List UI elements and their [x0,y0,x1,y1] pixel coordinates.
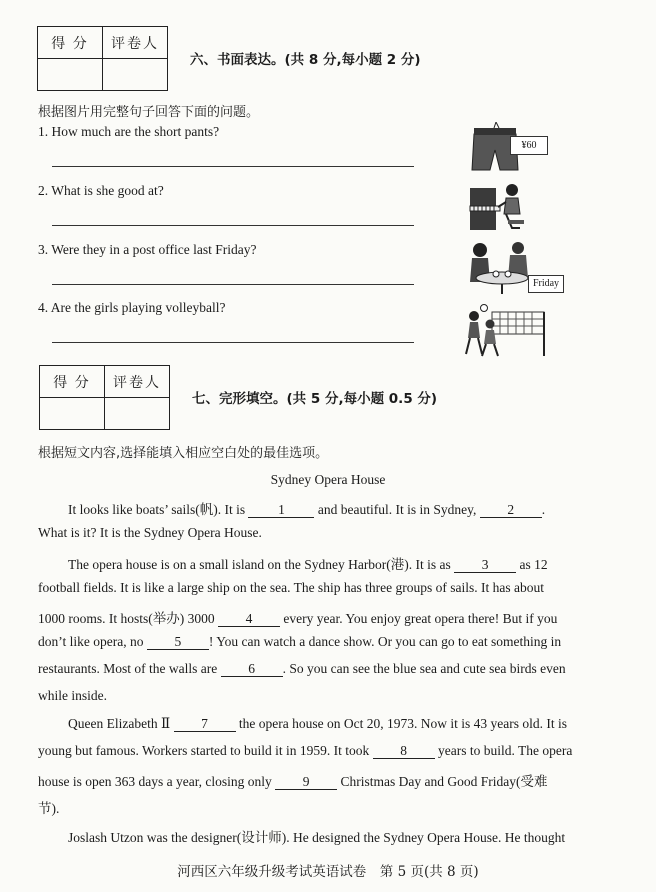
passage-line: What is it? It is the Sydney Opera House. [38,525,262,540]
score-label: 得 分 [38,27,103,59]
passage-line: football fields. It is like a large ship on the sea. The ship has three groups of sails. It has about [38,580,545,595]
passage-line: Joslash Utzon was the designer(设计师). He designed the Sydney Opera House. He thought [68,830,566,845]
piano-girl-picture [468,180,528,232]
price-tag: ¥60 [510,136,548,155]
passage-line: while inside. [38,688,107,703]
blank-6[interactable]: 6 [221,662,283,677]
section6-title: 六、书面表达。(共 8 分,每小题 2 分) [190,52,421,68]
passage-line: young but famous. Workers started to build it in 1959. It took 8 years to build. The opera [38,743,573,758]
passage-line: house is open 363 days a year, closing only 9 Christmas Day and Good Friday(受难 [38,774,548,789]
answer-line-2[interactable] [52,225,414,226]
passage-line: restaurants. Most of the walls are 6 . So you can see the blue sea and cute sea birds even [38,661,566,676]
blank-8[interactable]: 8 [373,744,435,759]
section7-instruction: 根据短文内容,选择能填入相应空白处的最佳选项。 [38,446,329,461]
grader-cell[interactable] [105,398,170,430]
score-box-section6 [37,26,168,91]
passage-line: The opera house is on a small island on the Sydney Harbor(港). It is as 3 as 12 [68,557,548,572]
score-label: 得 分 [40,366,105,398]
volleyball-picture [462,304,552,358]
blank-3[interactable]: 3 [454,558,516,573]
score-cell[interactable] [40,398,105,430]
question-2: 2. What is she good at? [38,183,164,198]
blank-2[interactable]: 2 [480,503,542,518]
blank-1[interactable]: 1 [248,503,314,518]
day-tag: Friday [528,275,564,293]
question-4: 4. Are the girls playing volleyball? [38,300,226,315]
blank-5[interactable]: 5 [147,635,209,650]
passage-line: It looks like boats’ sails(帆). It is 1 and beautiful. It is in Sydney, 2 . [68,502,546,517]
question-3: 3. Were they in a post office last Friday? [38,242,257,257]
passage-title: Sydney Opera House [270,472,386,487]
answer-line-4[interactable] [52,342,414,343]
passage-line: Queen Elizabeth Ⅱ 7 the opera house on Oct 20, 1973. Now it is 43 years old. It is [68,716,567,731]
blank-9[interactable]: 9 [275,775,337,790]
section6-instruction: 根据图片用完整句子回答下面的问题。 [38,105,260,120]
question-1: 1. How much are the short pants? [38,124,220,139]
passage-line: 1000 rooms. It hosts(举办) 3000 4 every year. You enjoy great opera there! But if you [38,611,558,626]
grader-label: 评卷人 [105,366,170,398]
passage-line: don’t like opera, no 5 ! You can watch a dance show. Or you can go to eat something in [38,634,562,649]
score-box-section7 [39,365,170,430]
answer-line-1[interactable] [52,166,414,167]
grader-cell[interactable] [103,59,168,91]
page-footer: 河西区六年级升级考试英语试卷 第 5 页(共 8 页) [177,864,479,880]
answer-line-3[interactable] [52,284,414,285]
section7-title: 七、完形填空。(共 5 分,每小题 0.5 分) [192,391,438,407]
passage-line: 节). [38,801,60,816]
blank-7[interactable]: 7 [174,717,236,732]
blank-4[interactable]: 4 [218,612,280,627]
grader-label: 评卷人 [103,27,168,59]
score-cell[interactable] [38,59,103,91]
